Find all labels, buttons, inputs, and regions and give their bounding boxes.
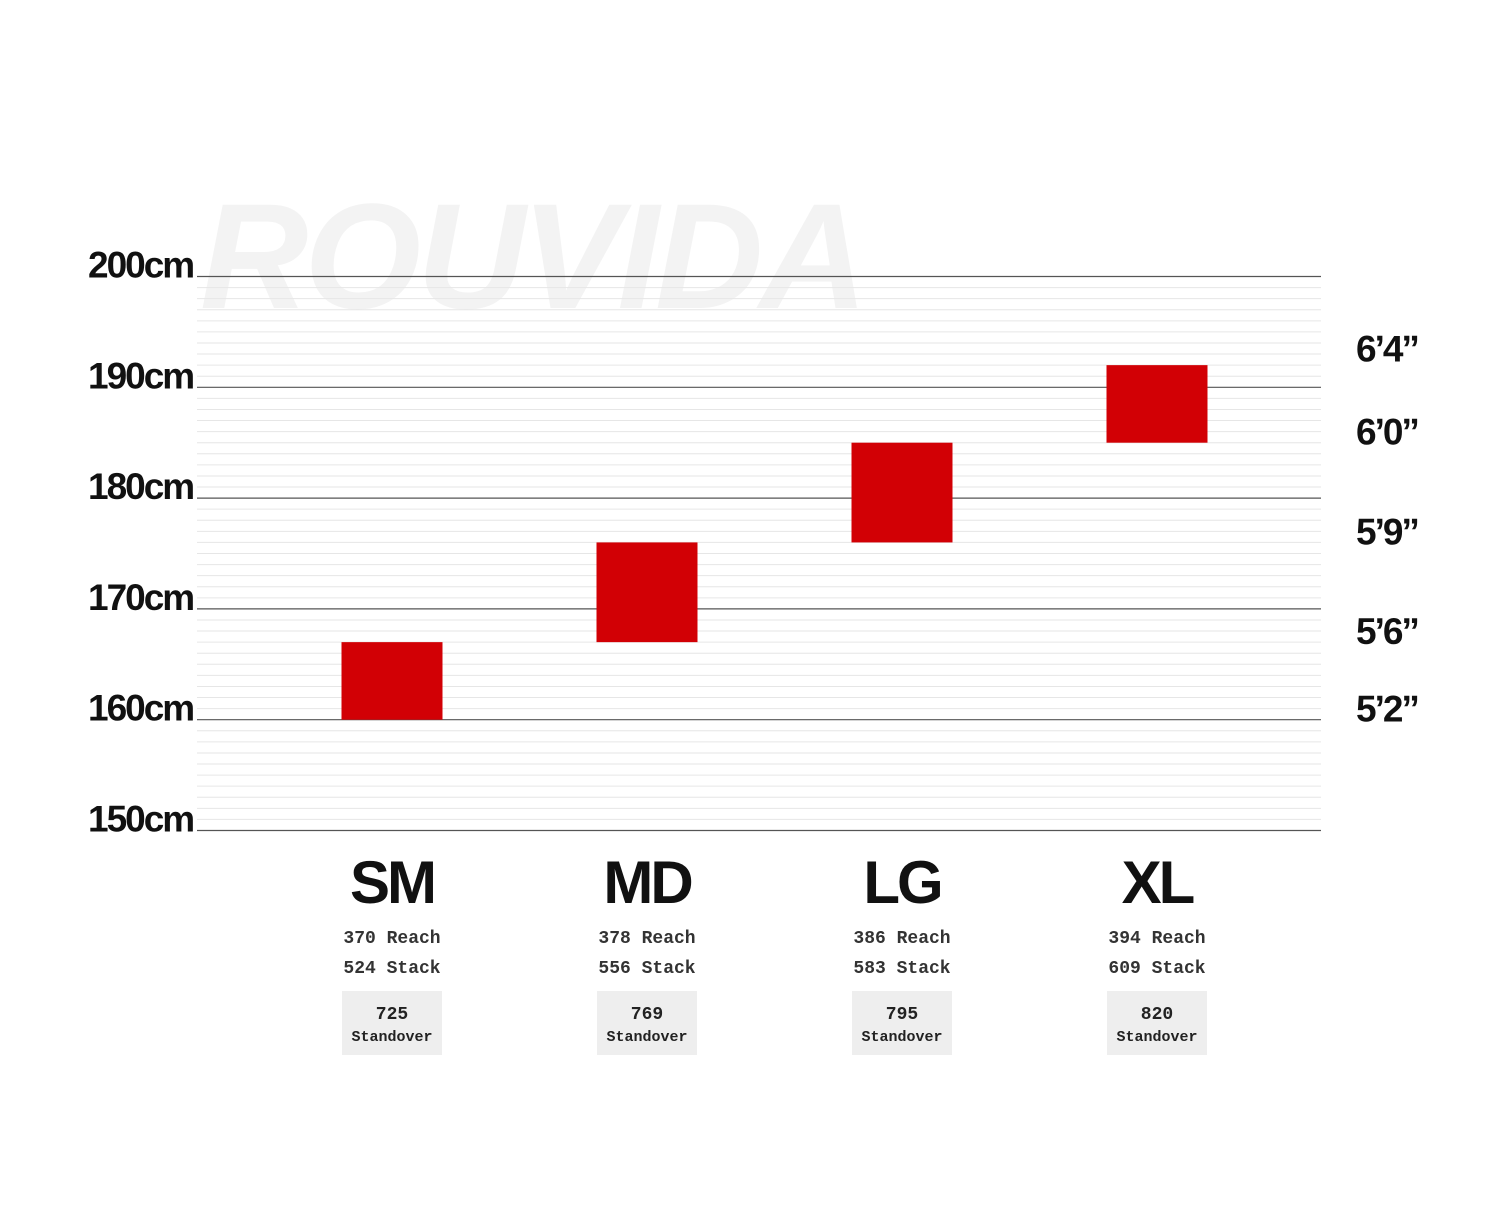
size-info-columns xyxy=(342,849,1207,1055)
reach-value: 378 Reach xyxy=(598,929,696,949)
stack-value: 556 Stack xyxy=(598,959,696,979)
y-tick-label: 180cm xyxy=(88,466,194,508)
size-range-bar-lg xyxy=(852,443,953,543)
standover-label: Standover xyxy=(861,1029,943,1046)
stack-value: 583 Stack xyxy=(853,959,951,979)
size-name-label: LG xyxy=(863,849,941,916)
standover-value: 725 xyxy=(375,1005,409,1025)
imperial-height-label: 5’9” xyxy=(1356,511,1418,553)
stack-value: 609 Stack xyxy=(1108,959,1206,979)
imperial-height-label: 5’2” xyxy=(1356,688,1418,730)
reach-value: 386 Reach xyxy=(853,929,951,949)
standover-label: Standover xyxy=(1116,1029,1198,1046)
standover-label: Standover xyxy=(351,1029,433,1046)
y-tick-label: 170cm xyxy=(88,576,194,618)
imperial-height-label: 6’0” xyxy=(1356,411,1418,453)
height-imperial-labels xyxy=(1356,329,1418,730)
reach-value: 394 Reach xyxy=(1108,929,1206,949)
y-tick-label: 190cm xyxy=(88,355,194,397)
standover-label: Standover xyxy=(606,1029,688,1046)
y-tick-label: 150cm xyxy=(88,798,194,840)
size-range-bar-md xyxy=(597,542,698,642)
imperial-height-label: 5’6” xyxy=(1356,611,1418,653)
reach-value: 370 Reach xyxy=(343,929,441,949)
size-name-label: SM xyxy=(350,849,434,916)
size-column-lg xyxy=(852,849,952,1055)
stack-value: 524 Stack xyxy=(343,959,441,979)
size-column-sm xyxy=(342,849,442,1055)
standover-value: 769 xyxy=(630,1005,664,1025)
y-axis-tick-labels xyxy=(88,245,193,840)
size-range-bar-xl xyxy=(1107,365,1208,443)
size-column-md xyxy=(597,849,697,1055)
imperial-height-label: 6’4” xyxy=(1356,328,1418,370)
size-name-label: MD xyxy=(603,849,691,916)
size-range-bar-sm xyxy=(342,642,443,720)
y-tick-label: 160cm xyxy=(88,687,194,729)
watermark-text: ROUVIDA xyxy=(200,172,864,340)
size-name-label: XL xyxy=(1121,849,1193,916)
standover-value: 820 xyxy=(1140,1005,1174,1025)
standover-value: 795 xyxy=(885,1005,919,1025)
y-tick-label: 200cm xyxy=(88,244,194,286)
size-column-xl xyxy=(1107,849,1207,1055)
